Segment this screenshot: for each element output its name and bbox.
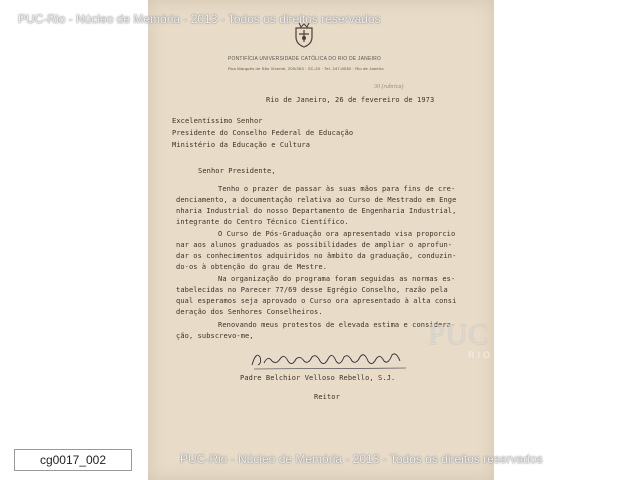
watermark-logo: PUC (428, 318, 490, 351)
body-line: Tenho o prazer de passar às suas mãos para fins de cre- (218, 185, 456, 193)
body-line: denciamento, a documentação relativa ao Curso de Mestrado em Enge (176, 196, 457, 204)
body-line: nar aos alunos graduados as possibilidades de ampliar o aprofun- (176, 241, 453, 249)
watermark-top: PUC-Rio - Núcleo de Memória - 2013 - Todos os direitos reservados (18, 12, 381, 26)
recipient-line: Presidente do Conselho Federal de Educação (172, 129, 354, 137)
watermark-logo-sub: RIO (468, 350, 494, 360)
body-line: O Curso de Pós-Graduação ora apresentado visa proporcio (218, 230, 456, 238)
body-line: tabelecidas no Parecer 77/69 desse Egrégio Conselho, razão pela (176, 286, 448, 294)
letterhead-address: Rua Marquês de São Vicente, 209/263 · ZC-20 · Tel. 247-8030 · Rio de Janeiro (228, 66, 384, 71)
watermark-bottom: PUC-Rio - Núcleo de Memória - 2013 - Todos os direitos reservados (180, 452, 543, 466)
body-line: do-os à obtenção do grau de Mestre. (176, 263, 328, 271)
body-line: integrante do Centro Técnico Científico. (176, 218, 349, 226)
salutation: Senhor Presidente, (198, 167, 276, 175)
letter-date: Rio de Janeiro, 26 de fevereiro de 1973 (266, 96, 435, 104)
letterhead-institution: PONTIFÍCIA UNIVERSIDADE CATÓLICA DO RIO DE JANEIRO (228, 56, 381, 62)
body-line: dar os conhecimentos adquiridos no âmbito da graduação, conduzin- (176, 252, 457, 260)
signer-name: Padre Belchior Velloso Rebello, S.J. (240, 374, 396, 382)
handwritten-signature (250, 347, 408, 373)
recipient-line: Excelentíssimo Senhor (172, 117, 263, 125)
body-line: deração dos Senhores Conselheiros. (176, 308, 323, 316)
body-line: Renovando meus protestos de elevada estima e considera- (218, 321, 456, 329)
university-crest-logo (292, 22, 316, 48)
body-line: nharia Industrial do nosso Departamento de Engenharia Industrial, (176, 207, 457, 215)
signer-title: Reitor (314, 393, 340, 401)
body-line: Na organização do programa foram seguidas as normas es- (218, 275, 456, 283)
margin-annotation: 30 (rubrica) (374, 84, 404, 90)
document-id-label: cg0017_002 (14, 449, 132, 471)
body-line: ção, subscrevo-me, (176, 332, 254, 340)
recipient-line: Ministério da Educação e Cultura (172, 141, 311, 149)
body-line: qual esperamos seja aprovado o Curso ora apresentado à alta consi (176, 297, 457, 305)
letter-page (148, 0, 494, 480)
